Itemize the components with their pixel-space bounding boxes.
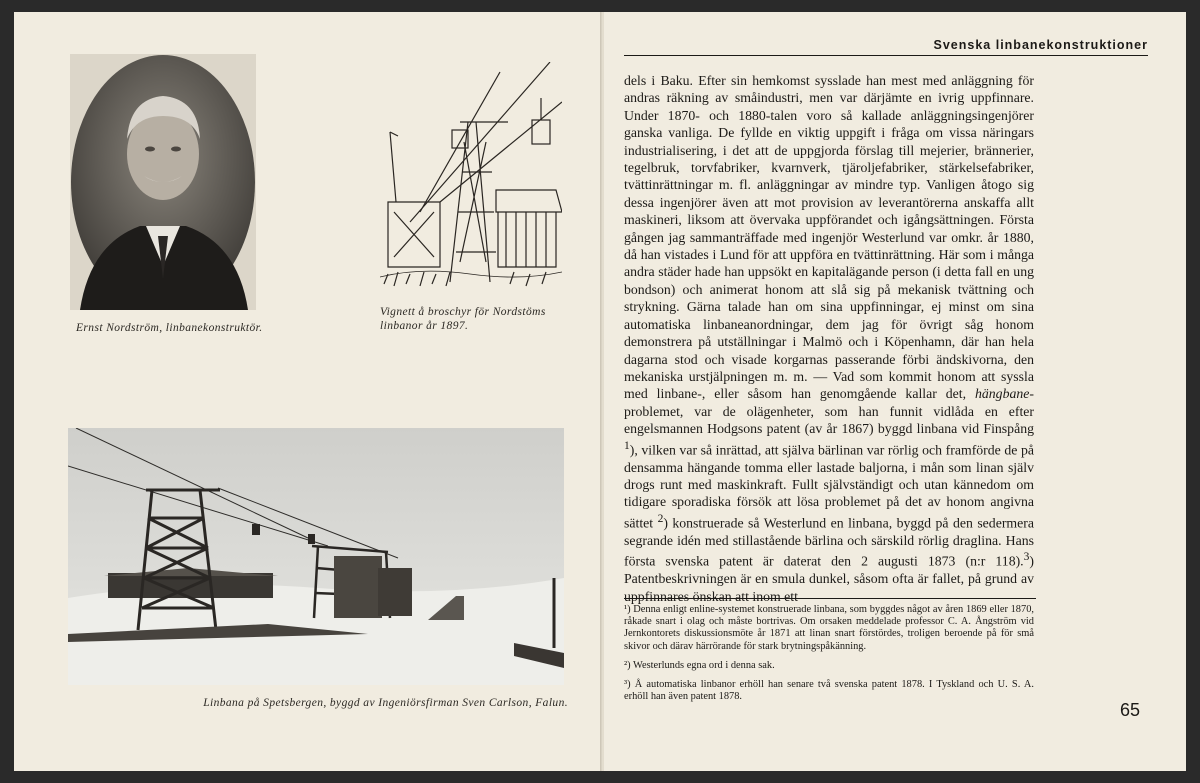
footnotes [624, 604, 1034, 710]
vignette-caption-line1: Vignett å broschyr för Nordstöms [380, 306, 546, 318]
body-text-part5: ) Patentbeskrivningen är en smula dunkel, såsom ofta är fallet, på grund av uppfinnares önskan att inom ett [624, 553, 1034, 604]
footnote-ref-2: 2 [657, 512, 664, 525]
body-text [624, 72, 1034, 605]
left-page [14, 12, 602, 771]
portrait-caption: Ernst Nordström, linbanekonstruktör. [76, 322, 263, 334]
footnote-ref-3: 3 [1023, 551, 1030, 564]
footnote-1: ¹) Denna enligt enline-systemet konstruerade linbana, som byggdes något av åren 1869 eller 1870, råkade snart i olag och måste bortrivas. Om orsaken meddelade professor C. A. Ångström vid Jernkontorets diskussionsmöte år 1871 att linan snart förstördes, troligen beroende på för små skivor och därav härrörande för stark brytningspåkänning. [624, 604, 1034, 652]
photo-caption: Linbana på Spetsbergen, byggd av Ingeniörsfirman Sven Carlson, Falun. [203, 697, 568, 709]
page-number: 65 [1120, 700, 1141, 720]
body-paragraph [624, 72, 1034, 605]
body-emphasis: hängbane [974, 386, 1030, 402]
body-text-part3: ), vilken var så inrättad, att själva bärlinan var rörlig och framförde de på densamma hängande tomma eller lastade baljorna, i mån som linan själv drogs runt med maskinkraft. Fullt självständigt och utan kännedom om tidigare sporadiska försök att lösa problemet på det av honom angivna sättet [624, 442, 1034, 531]
cableway-vignette [380, 62, 562, 294]
footnote-2: ²) Westerlunds egna ord i denna sak. [624, 659, 775, 671]
body-text-part2: -problemet, var de olägenheter, som han funnit vidlåda en efter engelsmannen Hodgsons patent (av år 1867) byggd linbana vid Finspång [624, 386, 1034, 437]
vignette-caption-line2: linbanor år 1897. [380, 320, 469, 332]
running-head: Svenska linbanekonstruktioner [624, 38, 1148, 56]
portrait-photo [70, 54, 256, 310]
footnote-rule [624, 598, 1036, 599]
footnote-ref-1: 1 [624, 439, 630, 452]
footnote-3: ³) Å automatiska linbanor erhöll han senare två svenska patent 1878. I Tyskland och U. S. A. erhöll han även patent 1878. [624, 679, 1034, 703]
vignette-caption [380, 305, 570, 333]
right-page [604, 12, 1186, 771]
body-text-part4: ) konstruerade så Westerlund en linbana, byggd på den sedermera segrande idén med stillastående bärlina och särskild rörlig draglina. Hans första svenska patent är daterat den 2 augusti 1873 (n:r 118). [624, 515, 1034, 569]
spitsbergen-photo [68, 428, 564, 685]
body-text-part1: dels i Baku. Efter sin hemkomst sysslade han mest med anläggning för andras räkning av småindustri, men var därjämte en ivrig uppfinnare. Under 1870- och 1880-talen voro så kallade anläggningsingenjörer ganska vanliga. De fyllde en viktig uppgift i fråga om vissa näringars industrialisering, i det att de uppgjorda förslag till mejerier, brännerier, tegelbruk, torvfabriker, kvarnverk, tjäroljefabriker, stärkelsefabriker, tvättinrättningar m. fl. anläggningar av mindre typ. Vanligen åtogo sig dessa ingenjörer även att mot provision av leverantörerna anskaffa allt maskineri, liksom att övervaka uppförandet och igångsättningen. Första gången jag sammanträffade med ingenjör Westerlund var omkr. år 1880, då han vistades i Lund för att uppföra en tvättinrättning. Här som i många andra städer hade han uppsökt en kapitalägande person (i detta fall en ung bondson) och animerat honom att slå sig på mekanisk tvättning och strykning. Gärna talade han om sina uppfinningar, ej minst om sina automatiska linbaneanordningar, dem jag för övrigt såg honom demonstrera på utställningar i Malmö och i Köpenhamn, där han hela dagarna stod och visade korgarnas passerande förbi ändskivorna, den mekaniska urstjälpningen m. m. — Vad som kommit honom att syssla med linbane-, eller såsom han genomgående kallar det, [624, 73, 1034, 402]
